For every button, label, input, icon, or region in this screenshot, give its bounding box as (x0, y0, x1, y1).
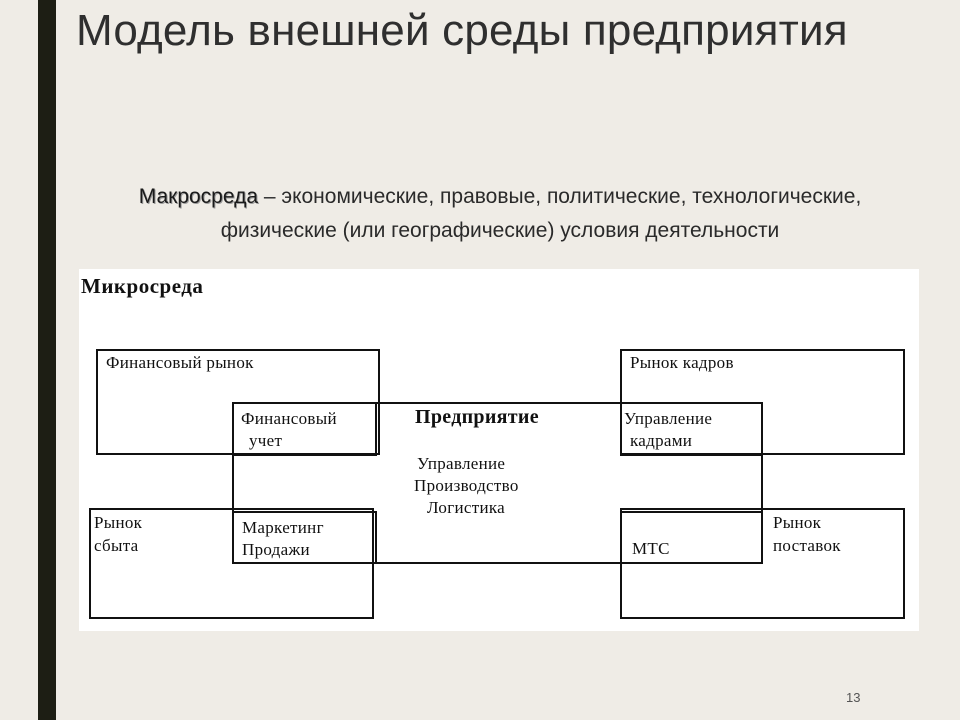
definition-line-1 (60, 180, 940, 214)
hr-management-label-1: Управление (624, 409, 713, 428)
mts-label: МТС (632, 539, 670, 558)
slide-title: Модель внешней среды предприятия (76, 6, 848, 55)
enterprise-function-logistics: Логистика (427, 498, 505, 517)
micro-environment-label: Микросреда (81, 274, 204, 298)
enterprise-function-production: Производство (414, 476, 519, 495)
hr-management-label-2: кадрами (630, 431, 693, 450)
page-number: 13 (846, 690, 861, 705)
financial-accounting-label-1: Финансовый (241, 409, 337, 428)
supply-market-label-2: поставок (773, 536, 841, 555)
marketing-label-2: Продажи (242, 540, 310, 559)
sales-market-label-2: сбыта (94, 536, 139, 555)
financial-accounting-label-2: учет (249, 431, 283, 450)
marketing-label-1: Маркетинг (242, 518, 324, 537)
definition-line-2: физические (или географические) условия деятельности (220, 219, 780, 242)
supply-market-label-1: Рынок (773, 513, 822, 532)
financial-market-label: Финансовый рынок (106, 353, 254, 372)
macro-term: Макросреда (138, 185, 259, 208)
enterprise-title: Предприятие (415, 406, 539, 428)
sales-market-label-1: Рынок (94, 513, 143, 532)
labor-market-label: Рынок кадров (630, 353, 734, 372)
macro-environment-definition (60, 180, 940, 248)
definition-text-1: – экономические, правовые, политические, технологические, (258, 185, 862, 208)
environment-diagram (79, 269, 919, 631)
accent-bar (38, 0, 56, 720)
enterprise-function-management: Управление (417, 454, 506, 473)
